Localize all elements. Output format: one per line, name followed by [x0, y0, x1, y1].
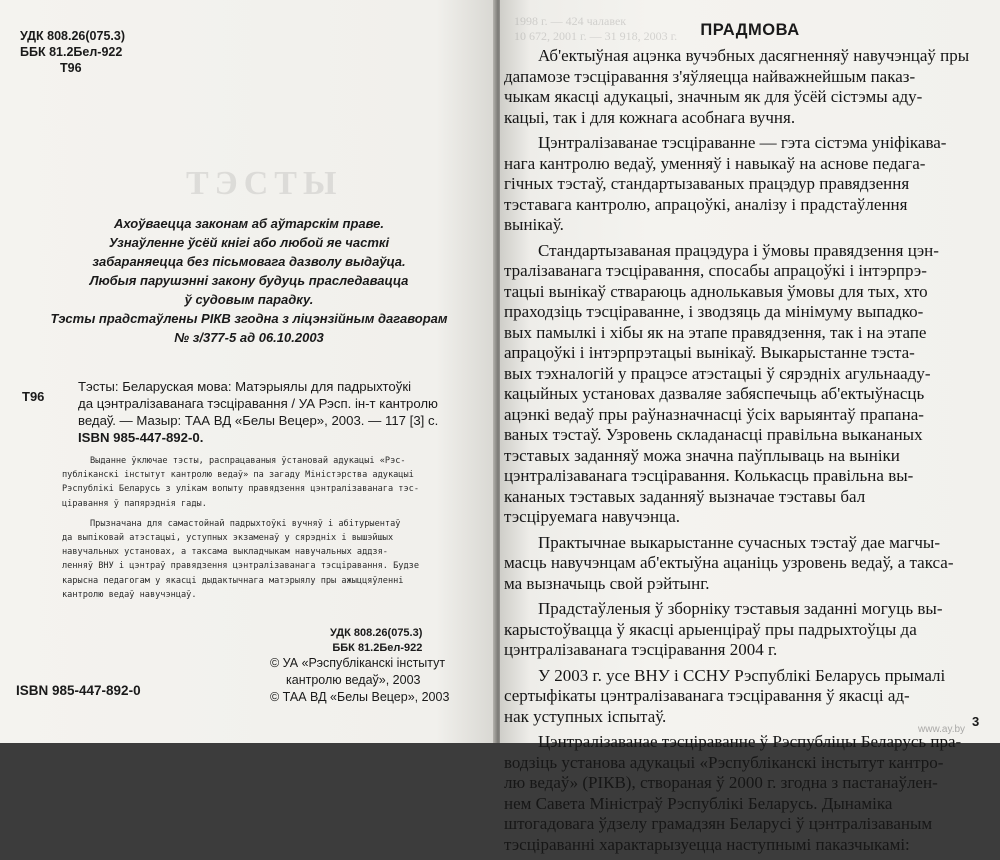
watermark: www.ay.by [918, 724, 966, 735]
bibliographic-record [78, 378, 478, 446]
preface-line: лю ведаў» (РІКВ), створаная ў 2000 г. згодна з пастанаўлен- [504, 773, 938, 792]
preface-paragraph [504, 133, 988, 236]
copyright-notice [14, 214, 484, 347]
preface-line: ацэнкі ведаў пры раўназначнасці ўсіх варыянтаў прапана- [504, 404, 924, 424]
preface-line: штогадовага ўдзелу грамадзян Беларусі ў цэнтралізаваным [504, 814, 933, 833]
annotation-line: ціравання ў папярэднія гады. [62, 498, 207, 509]
notice-line: Тэсты прадстаўлены РІКВ згодна з ліцэнзійным дагаворам [50, 311, 448, 326]
left-page [0, 0, 496, 743]
notice-line: ў судовым парадку. [184, 292, 314, 307]
preface-line: нак уступных іспытаў. [504, 706, 667, 726]
page-number: 3 [972, 714, 980, 729]
notice-line: Ахоўваецца законам аб аўтарскім праве. [114, 216, 384, 231]
annotation-line: да выпіковай атэстацыі, уступных экзаменаў у сярэдніх і вышэйшых [62, 533, 394, 544]
preface-line: тэставага кантролю, апрацоўкі, аналізу і прадстаўлення [504, 194, 908, 214]
preface-line: ма вызначыць свой рэйтынг. [504, 573, 710, 593]
bib-line: да цэнтралізаванага тэсціравання / УА Рэсп. ін-т кантролю [78, 396, 438, 411]
preface-line: масць навучэнцам аб'ектыўна ацаніць узровень ведаў, а такса- [504, 553, 954, 572]
preface-line: сертыфікаты цэнтралізаванага тэсціравання ў якасці ад- [504, 686, 910, 705]
annotation-line: карысна педагогам у якасці дыдактычнага матэрыялу пры ажыццяўленні [62, 575, 404, 586]
preface-line: Аб'ектыўная ацэнка вучэбных дасягненняў навучэнцаў пры [538, 46, 970, 65]
udc-code-bottom: УДК 808.26(075.3) [330, 627, 423, 639]
preface-line: нем Савета Міністраў Рэспублікі Беларусь. Дынаміка [504, 793, 893, 813]
annotation-line: публіканскі інстытут кантролю ведаў» па загаду Міністэрства адукацыі [62, 470, 414, 481]
preface-paragraph [504, 533, 988, 595]
preface-line: ваных тэстаў. Узровень складанасці правільна выкананых [504, 425, 923, 444]
preface-line: Практычнае выкарыстанне сучасных тэстаў дае магчы- [538, 532, 940, 552]
bbk-code-bottom: ББК 81.2Бел-922 [332, 642, 423, 654]
preface-line: кананых тэставых заданняў вызначае тэставы бал [504, 486, 866, 506]
copyright-line: кантролю ведаў», 2003 [286, 673, 421, 687]
notice-line: Узнаўленне ўсёй кнігі або любой яе часткі [108, 235, 390, 250]
preface-line: карыстоўвацца ў якасці арыенціраў пры падрыхтоўцы да [504, 619, 917, 639]
preface-line: кацыйных установах дазваляе забяспечыць аб'ектыўнасць [504, 384, 925, 403]
side-author-mark: Т96 [22, 389, 45, 404]
codes-bottom [330, 626, 422, 656]
isbn-bottom: ISBN 985-447-892-0 [16, 683, 141, 698]
annotation-line: Прызначана для самастойнай падрыхтоўкі вучняў і абітурыентаў [90, 518, 401, 529]
right-page [500, 0, 1000, 854]
bib-line: ведаў. — Мазыр: ТАА ВД «Белы Вецер», 2003. — 117 [3] с. [78, 413, 439, 428]
copyright-holders [270, 655, 449, 706]
preface-paragraph [504, 732, 988, 855]
preface-line: нага кантролю ведаў, уменняў і навыкаў на аснове педага- [504, 153, 926, 173]
library-codes [20, 28, 125, 76]
preface-line: вых памылкі і хібы як на этапе правядзення, так і на этапе [504, 322, 927, 342]
annotation-line: кантролю ведаў навучэнцаў. [62, 589, 197, 600]
preface-line: тэсціраванні характарызуецца наступнымі паказчыкамі: [504, 834, 910, 854]
annotation-line: Рэспублікі Беларусь з улікам вопыту правядзення цэнтралізаванага тэс- [62, 484, 419, 495]
preface-line: Стандартызаваная працэдура і ўмовы правядзення цэн- [538, 240, 939, 260]
annotation-line: Выданне ўключае тэсты, распрацаваныя ўстановай адукацыі «Рэс- [90, 456, 406, 466]
preface-body [504, 46, 988, 860]
copyright-line: © ТАА ВД «Белы Вецер», 2003 [270, 690, 450, 704]
preface-line: тэставых заданняў можа значна паўплываць на выніки [504, 445, 900, 465]
preface-line: Цэнтралізаванае тэсціраванне ў Рэспубліцы Беларусь пра- [538, 732, 962, 751]
preface-line: Цэнтралізаванае тэсціраванне — гэта сістэма уніфікава- [538, 133, 947, 152]
preface-line: цэнтралізаванага тэсціравання 2004 г. [504, 640, 778, 659]
preface-line: апрацоўкі і інтэрпрэтацыі вынікаў. Выкарыстанне тэста- [504, 343, 915, 362]
udc-code: УДК 808.26(075.3) [20, 29, 125, 43]
annotation-line: навучальных установах, а таксама выкладчыкам навучальных аддзя- [62, 547, 388, 558]
ghost-line: 1998 г. — 424 чалавек [514, 14, 627, 28]
preface-paragraph [504, 666, 988, 728]
preface-line: вых тэхналогій у працэсе атэстацыі ў сярэдніх агульнааду- [504, 363, 931, 383]
preface-line: чыкам якасці адукацыі, значным як для ўсёй сістэмы аду- [504, 87, 923, 106]
notice-line: забараняецца без пісьмовага дазволу выдаўца. [92, 254, 406, 269]
notice-line: Любыя парушэнні закону будуць праследавацца [89, 273, 409, 288]
bib-line: Тэсты: Беларуская мова: Матэрыялы для падрыхтоўкі [78, 379, 412, 394]
annotation [62, 455, 482, 603]
ghost-title: ТЭСТЫ [186, 165, 343, 202]
preface-line: гічных тэстаў, стандартызаваных працэдур правядзення [504, 174, 910, 193]
preface-line: цэнтралізаванага тэсціравання. Колькасць правільна вы- [504, 466, 914, 485]
preface-paragraph [504, 241, 988, 528]
preface-line: тэсціруемага навучэнца. [504, 507, 680, 526]
preface-line: тацыі вынікаў ствараюць аднолькавыя ўмовы для тых, хто [504, 281, 928, 301]
preface-line: кацыі, так і для кожнага асобнага вучня. [504, 107, 796, 127]
preface-line: водзіць установа адукацыі «Рэспубліканскі інстытут кантро- [504, 752, 944, 772]
bbk-code: ББК 81.2Бел-922 [20, 45, 123, 59]
preface-line: Прадстаўленыя ў зборніку тэставыя заданні могуць вы- [538, 599, 943, 618]
preface-line: праходзіць тэсціраванне, і зводзяць да мінімуму выпадко- [504, 302, 924, 321]
author-mark: Т96 [60, 61, 82, 75]
preface-line: дапамозе тэсціравання з'яўляецца найважнейшым паказ- [504, 66, 916, 86]
preface-line: вынікаў. [504, 215, 564, 234]
page-heading: ПРАДМОВА [700, 21, 800, 39]
notice-line: № з/377-5 ад 06.10.2003 [174, 330, 324, 345]
preface-paragraph [504, 46, 988, 128]
annotation-line: ленняў ВНУ і цэнтраў правядзення цэнтралізаванага тэсціравання. Будзе [62, 561, 419, 572]
ghost-line: 10 672, 2001 г. — 31 918, 2003 г. [514, 29, 678, 43]
preface-paragraph [504, 599, 988, 661]
bib-isbn: ISBN 985-447-892-0. [78, 430, 204, 445]
preface-line: тралізаванага тэсціравання, спосабы апрацоўкі і інтэрпрэ- [504, 261, 927, 280]
copyright-line: © УА «Рэспубліканскі інстытут [270, 656, 446, 670]
preface-line: У 2003 г. усе ВНУ і ССНУ Рэспублікі Беларусь прымалі [538, 665, 946, 685]
